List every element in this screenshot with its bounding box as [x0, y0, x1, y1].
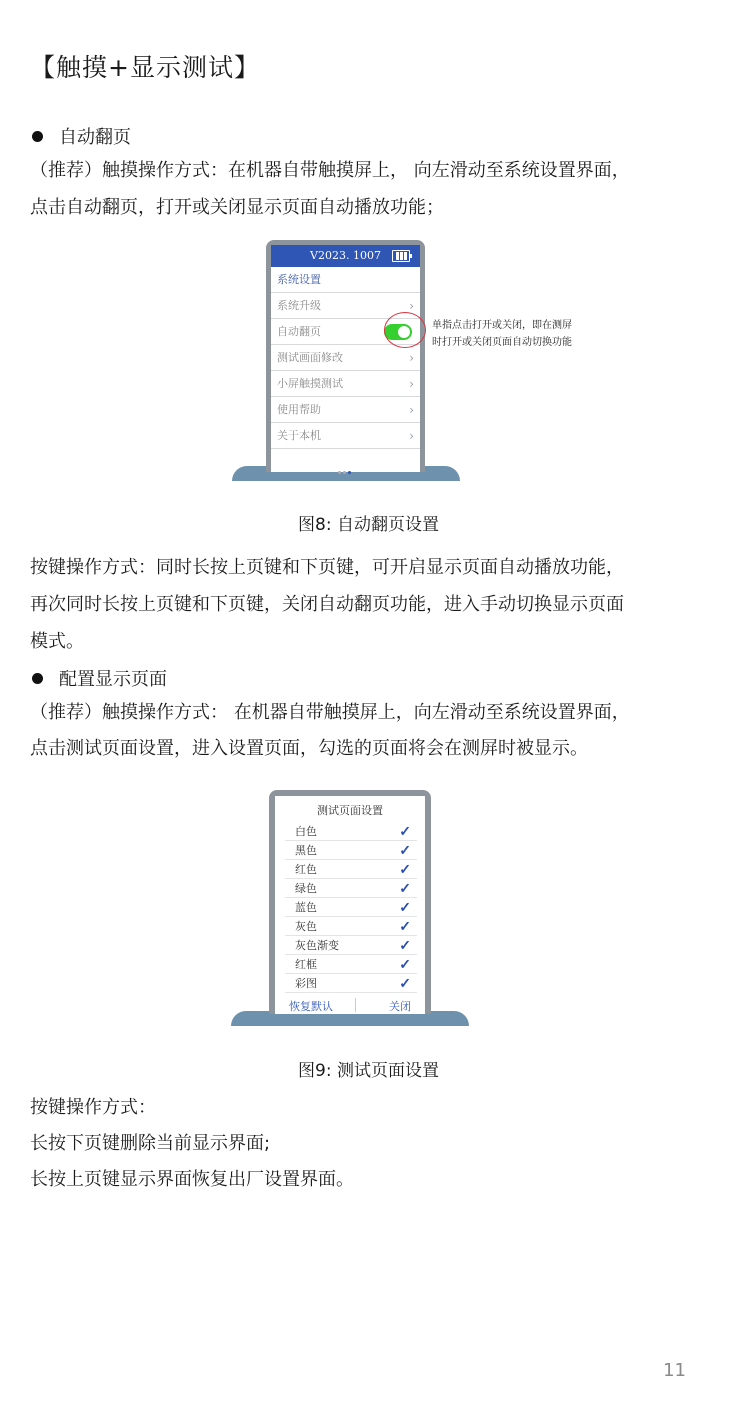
version-label: V2023. 1007 — [310, 249, 381, 262]
restore-default-button[interactable]: 恢复默认 — [289, 1000, 333, 1013]
paragraph-line: 长按下页键删除当前显示界面; — [30, 1133, 271, 1154]
paragraph-line: 模式。 — [30, 631, 84, 652]
device-frame — [266, 240, 425, 472]
footer-divider — [355, 998, 356, 1012]
bullet-heading-config-pages — [30, 665, 167, 691]
page-option-red[interactable]: 红色 ✓ — [285, 860, 417, 879]
heading-text: 配置显示页面 — [59, 669, 167, 690]
version-bar — [271, 245, 420, 267]
chevron-right-icon: › — [409, 299, 414, 313]
paragraph-line: 点击测试页面设置，进入设置页面，勾选的页面将会在测屏时被显示。 — [30, 738, 588, 759]
page-option-black[interactable]: 黑色 ✓ — [285, 841, 417, 860]
chevron-right-icon: › — [409, 429, 414, 443]
annotation-line: 时打开或关闭页面自动切换功能 — [432, 337, 572, 348]
paragraph-line: 按键操作方式：同时长按上页键和下页键，可开启显示页面自动播放功能， — [30, 557, 624, 578]
figure-caption: 图9: 测试页面设置 — [298, 1061, 439, 1081]
menu-item-test-screen[interactable]: 测试画面修改 › — [271, 345, 420, 371]
check-icon: ✓ — [399, 900, 411, 916]
check-icon: ✓ — [399, 881, 411, 897]
page-option-color-image[interactable]: 彩图 ✓ — [285, 974, 417, 993]
check-icon: ✓ — [399, 919, 411, 935]
chevron-right-icon: › — [409, 377, 414, 391]
menu-item-help[interactable]: 使用帮助 › — [271, 397, 420, 423]
battery-icon — [392, 250, 410, 262]
device-frame — [269, 790, 431, 1014]
check-icon: ✓ — [399, 976, 411, 992]
close-button[interactable]: 关闭 — [389, 1000, 411, 1013]
check-icon: ✓ — [399, 843, 411, 859]
paragraph-line: 长按上页键显示界面恢复出厂设置界面。 — [30, 1169, 354, 1190]
heading-text: 自动翻页 — [59, 127, 131, 148]
page-indicator — [338, 459, 353, 478]
bullet-dot — [32, 131, 43, 142]
check-icon: ✓ — [399, 824, 411, 840]
highlight-circle — [384, 312, 426, 348]
page-option-gray-gradient[interactable]: 灰色渐变 ✓ — [285, 936, 417, 955]
menu-item-auto-page[interactable]: 自动翻页 — [271, 319, 420, 345]
check-icon: ✓ — [399, 957, 411, 973]
bullet-dot — [32, 673, 43, 684]
settings-title: 测试页面设置 — [317, 804, 383, 817]
check-icon: ✓ — [399, 862, 411, 878]
device-screen — [271, 245, 420, 472]
page-number: 11 — [663, 1360, 686, 1381]
paragraph-line: 再次同时长按上页键和下页键，关闭自动翻页功能，进入手动切换显示页面 — [30, 594, 624, 615]
settings-footer — [275, 996, 425, 1014]
menu-item-touch-test[interactable]: 小屏触摸测试 › — [271, 371, 420, 397]
page-option-white[interactable]: 白色 ✓ — [285, 822, 417, 841]
paragraph-line: （推荐）触摸操作方式：在机器自带触摸屏上， 向左滑动至系统设置界面， — [30, 160, 630, 181]
device-screen — [275, 796, 425, 1014]
chevron-right-icon: › — [409, 351, 414, 365]
bullet-heading-auto-page — [30, 123, 131, 149]
paragraph-line: 按键操作方式： — [30, 1097, 156, 1118]
paragraph-line: （推荐）触摸操作方式： 在机器自带触摸屏上，向左滑动至系统设置界面， — [30, 702, 630, 723]
menu-item-about[interactable]: 关于本机 › — [271, 423, 420, 449]
annotation-line: 单指点击打开或关闭，即在测屏 — [432, 320, 572, 331]
menu-item-system-upgrade[interactable]: 系统升级 › — [271, 293, 420, 319]
paragraph-line: 点击自动翻页，打开或关闭显示页面自动播放功能； — [30, 197, 444, 218]
menu-title: 系统设置 — [271, 267, 420, 293]
page-title: 【触摸+显示测试】 — [30, 53, 260, 82]
chevron-right-icon: › — [409, 403, 414, 417]
page-option-gray[interactable]: 灰色 ✓ — [285, 917, 417, 936]
check-icon: ✓ — [399, 938, 411, 954]
page-option-red-frame[interactable]: 红框 ✓ — [285, 955, 417, 974]
figure-caption: 图8: 自动翻页设置 — [298, 515, 439, 535]
page-option-green[interactable]: 绿色 ✓ — [285, 879, 417, 898]
page-option-blue[interactable]: 蓝色 ✓ — [285, 898, 417, 917]
